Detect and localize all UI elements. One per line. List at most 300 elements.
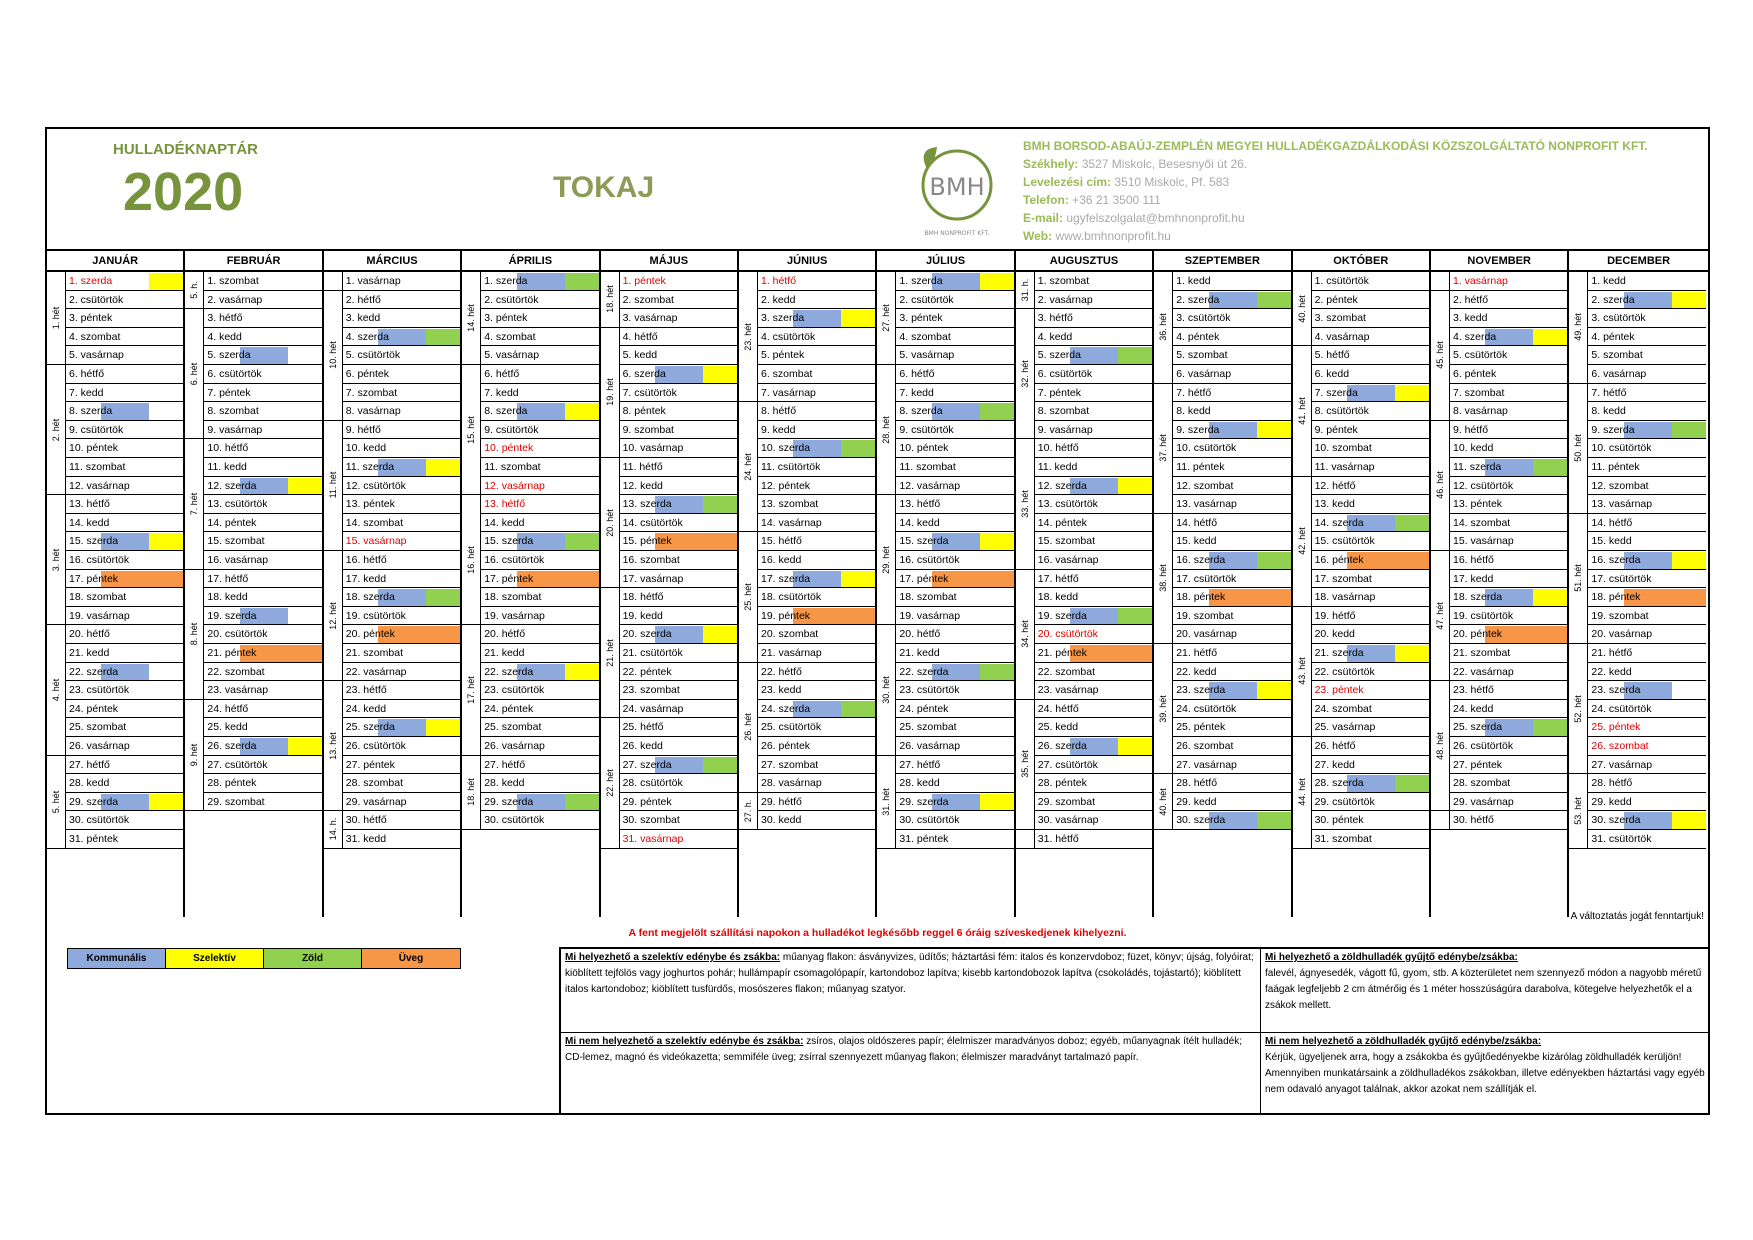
day-label: 13. hétfő [69, 498, 110, 511]
day-cell [66, 588, 183, 607]
day-cell [1035, 700, 1152, 719]
day-cell [758, 346, 875, 365]
day-cell [66, 811, 183, 830]
day-label: 23. csütörtök [69, 684, 130, 697]
day-cell [1450, 328, 1567, 347]
day-label: 10. szerda [761, 442, 811, 455]
day-label: 30. vasárnap [1037, 814, 1099, 827]
day-cell [66, 495, 183, 514]
day-cell [481, 551, 598, 570]
day-cell [1450, 421, 1567, 440]
selective-swatch [426, 459, 460, 476]
month-name: FEBRUÁR [185, 251, 321, 272]
day-label: 25. csütörtök [761, 721, 822, 734]
day-cell [1035, 384, 1152, 403]
day-cell [620, 402, 737, 421]
day-label: 13. péntek [1453, 498, 1503, 511]
day-cell [620, 477, 737, 496]
day-cell [758, 774, 875, 793]
green-swatch [565, 794, 599, 811]
week-number [1016, 830, 1035, 849]
week-number: 10. hét [324, 291, 343, 421]
day-cell [1312, 570, 1429, 589]
day-label: 31. csütörtök [1591, 833, 1652, 845]
day-label: 29. vasárnap [1453, 795, 1514, 808]
day-cell [896, 291, 1013, 310]
day-label: 5. péntek [761, 349, 805, 362]
day-label: 27. péntek [345, 758, 395, 771]
selective-swatch [703, 366, 737, 383]
day-cell [343, 477, 460, 496]
week-number: 38. hét [1154, 514, 1173, 644]
green-swatch [1672, 422, 1706, 439]
day-cell [896, 625, 1013, 644]
day-label: 7. kedd [899, 386, 934, 399]
day-label: 12. vasárnap [69, 479, 130, 492]
day-label: 14. kedd [484, 516, 525, 529]
info-section [559, 947, 1708, 1113]
week-number: 27. hét [877, 272, 896, 365]
day-label: 21. szerda [1314, 647, 1364, 659]
week-number: 28. hét [877, 365, 896, 495]
day-cell [1035, 830, 1152, 849]
day-cell [66, 365, 183, 384]
day-label: 5. szerda [1037, 349, 1081, 362]
day-label: 6. csütörtök [207, 368, 262, 380]
day-cell [1588, 774, 1705, 793]
day-label: 20. csütörtök [207, 628, 268, 641]
day-label: 15. péntek [622, 535, 672, 548]
day-label: 15. szerda [484, 535, 534, 548]
company-name: BMH BORSOD-ABAÚJ-ZEMPLÉN MEGYEI HULLADÉKGAZDÁLKODÁSI KÖZSZOLGÁLTATÓ NONPROFIT KFT. [1023, 139, 1648, 153]
day-label: 18. szombat [484, 591, 542, 604]
day-cell [1450, 514, 1567, 533]
day-label: 3. hétfő [207, 312, 243, 325]
day-cell [758, 402, 875, 421]
day-label: 23. péntek [1314, 684, 1364, 697]
day-label: 24. vasárnap [622, 702, 684, 715]
day-cell [620, 644, 737, 663]
day-label: 3. szombat [1314, 312, 1366, 325]
day-cell [66, 756, 183, 775]
day-cell [1588, 718, 1705, 737]
legend-item: Szelektív [166, 949, 264, 968]
day-cell [66, 681, 183, 700]
day-cell [66, 439, 183, 458]
day-label: 22. szerda [69, 665, 119, 678]
day-label: 15. csütörtök [1314, 535, 1375, 548]
day-cell [758, 570, 875, 589]
day-label: 18. szombat [899, 591, 957, 604]
day-label: 16. hétfő [345, 554, 387, 566]
day-cell [620, 346, 737, 365]
day-cell [481, 793, 598, 812]
day-cell [758, 477, 875, 496]
selective-allowed: Mi helyezhető a szelektív edénybe és zsákba: műanyag flakon: ásványvizes, üdítős; háztartási fém: italos és konzervdoboz; füzet, könyv; újság, folyóirat; kiöblített tejfölös vagy joghurtos pohár; hullámpapír csomagolópapír, kartondoboz lapítva; kisebb kartondobozok lapítva (csokoládés, tojástartó); kiöblített italos kartondoboz; kiöblített tusfürdős, mosószeres flakon; műanyag szatyor. [561, 949, 1261, 1033]
day-label: 14. csütörtök [622, 516, 683, 529]
day-cell [481, 718, 598, 737]
day-cell [66, 384, 183, 403]
day-label: 13. hétfő [899, 498, 941, 511]
day-cell [66, 346, 183, 365]
day-label: 13. péntek [345, 498, 395, 511]
day-label: 3. szerda [761, 312, 805, 325]
selective-not-allowed: Mi nem helyezhető a szelektív edénybe és zsákba: zsíros, olajos oldószeres papír; élelmiszer maradványos doboz; egyéb, műanyagnak ítélt hulladék; CD-lemez, magnó és videókazetta; semmiféle üveg; zsírral szennyezett műanyag flakon; élelmiszer maradványt tartalmazó papír. [561, 1033, 1261, 1115]
day-label: 20. csütörtök [1037, 628, 1098, 641]
day-cell [343, 830, 460, 849]
week-number: 53. hét [1569, 774, 1588, 848]
month-10 [1431, 251, 1569, 917]
day-cell [620, 607, 737, 626]
day-cell [620, 570, 737, 589]
day-label: 22. szerda [899, 665, 949, 678]
day-label: 26. szerda [1037, 740, 1087, 752]
day-cell [1173, 532, 1290, 551]
month-8 [1154, 251, 1292, 917]
day-cell [1312, 663, 1429, 682]
week-number: 23. hét [739, 272, 758, 402]
day-cell [1588, 644, 1705, 663]
day-label: 14. péntek [207, 516, 257, 529]
day-cell [896, 737, 1013, 756]
day-label: 18. szerda [1453, 591, 1503, 604]
day-label: 3. péntek [69, 312, 113, 325]
day-cell [1450, 570, 1567, 589]
day-cell [1450, 774, 1567, 793]
day-cell [620, 458, 737, 477]
day-cell [1588, 681, 1705, 700]
day-label: 12. csütörtök [345, 479, 406, 492]
day-cell [204, 644, 321, 663]
day-cell [1312, 495, 1429, 514]
day-cell [1173, 811, 1290, 830]
day-label: 20. vasárnap [1176, 628, 1237, 641]
day-label: 19. szerda [207, 609, 257, 622]
month-3 [462, 251, 600, 917]
day-label: 17. hétfő [1037, 572, 1079, 585]
day-label: 5. szombat [1176, 349, 1228, 362]
day-label: 9. hétfő [345, 423, 381, 436]
day-cell [896, 477, 1013, 496]
day-cell [1173, 774, 1290, 793]
day-label: 9. szerda [1176, 423, 1220, 436]
day-label: 11. szombat [484, 461, 541, 473]
week-number: 43. hét [1293, 607, 1312, 737]
day-cell [343, 402, 460, 421]
day-label: 20. szombat [761, 628, 819, 641]
green-not-allowed: Mi nem helyezhető a zöldhulladék gyűjtő edénybe/zsákba: Kérjük, ügyeljenek arra, hogy a zsákokba és gyűjtőedényekbe kizárólag zöldhulladék kerüljön! Amennyiben munkatársaink a zöldhulladékos zsákokban, illetve edényekben háztartási vagy egyéb nem odavaló anyagot találnak, akkor azokat nem szállítják el. [1265, 1036, 1705, 1095]
day-cell [1035, 756, 1152, 775]
day-cell [1173, 514, 1290, 533]
day-cell [1450, 644, 1567, 663]
selective-swatch [1672, 812, 1706, 829]
day-label: 21. péntek [207, 647, 257, 659]
day-label: 28. vasárnap [761, 777, 822, 790]
calendar-year: 2020 [123, 162, 244, 222]
day-cell [758, 811, 875, 830]
day-label: 23. csütörtök [484, 684, 545, 697]
day-cell [620, 774, 737, 793]
day-cell [66, 625, 183, 644]
day-label: 15. szombat [207, 535, 265, 548]
legend-item: Zöld [264, 949, 362, 968]
day-cell [620, 737, 737, 756]
day-label: 23. szerda [1176, 684, 1226, 697]
day-cell [343, 365, 460, 384]
green-swatch [703, 496, 737, 513]
day-label: 16. szerda [1591, 554, 1641, 566]
week-number: 27. h. [739, 793, 758, 830]
month-2 [324, 251, 462, 917]
day-cell [343, 309, 460, 328]
day-cell [1035, 811, 1152, 830]
month-6 [877, 251, 1015, 917]
day-label: 9. csütörtök [69, 423, 124, 436]
day-label: 22. szerda [484, 665, 534, 678]
day-cell [66, 532, 183, 551]
day-cell [343, 793, 460, 812]
day-label: 14. péntek [1037, 516, 1087, 529]
day-label: 21. hétfő [1176, 647, 1218, 659]
selective-swatch [149, 533, 183, 550]
day-label: 2. péntek [1314, 293, 1358, 306]
day-cell [758, 718, 875, 737]
day-cell [758, 309, 875, 328]
day-label: 4. vasárnap [1314, 330, 1370, 343]
day-cell [1588, 495, 1705, 514]
day-cell [1312, 830, 1429, 849]
day-cell [204, 588, 321, 607]
day-cell [896, 309, 1013, 328]
day-cell [1035, 272, 1152, 291]
day-label: 18. kedd [1037, 591, 1079, 604]
day-label: 2. hétfő [1453, 293, 1489, 306]
day-cell [481, 458, 598, 477]
day-cell [1450, 681, 1567, 700]
day-cell [758, 272, 875, 291]
day-label: 4. szombat [69, 330, 121, 343]
day-cell [896, 551, 1013, 570]
day-label: 25. hétfő [622, 721, 664, 734]
day-cell [1312, 458, 1429, 477]
day-cell [481, 384, 598, 403]
day-label: 1. szerda [69, 275, 113, 287]
day-cell [481, 625, 598, 644]
day-cell [1173, 495, 1290, 514]
day-cell [481, 737, 598, 756]
day-label: 2. szerda [1176, 293, 1220, 306]
day-cell [66, 737, 183, 756]
day-label: 5. vasárnap [899, 349, 955, 362]
day-label: 23. szombat [622, 684, 680, 697]
day-label: 8. vasárnap [1453, 405, 1508, 418]
day-cell [1312, 644, 1429, 663]
month-name: JÚNIUS [739, 251, 875, 272]
month-5 [739, 251, 877, 917]
day-label: 29. szerda [899, 795, 949, 808]
day-cell [1035, 328, 1152, 347]
day-cell [343, 811, 460, 830]
day-label: 29. vasárnap [345, 795, 407, 808]
selective-swatch [980, 533, 1014, 550]
day-cell [1450, 737, 1567, 756]
green-swatch [1257, 552, 1291, 569]
day-cell [1173, 309, 1290, 328]
day-label: 11. szerda [345, 461, 395, 473]
day-label: 16. péntek [1314, 554, 1364, 566]
day-cell [1588, 439, 1705, 458]
week-number: 14. hét [462, 272, 481, 365]
day-label: 9. hétfő [1453, 423, 1489, 436]
day-label: 23. kedd [761, 684, 802, 697]
day-cell [1588, 737, 1705, 756]
day-label: 3. kedd [1453, 312, 1488, 325]
day-label: 26. vasárnap [484, 740, 545, 752]
day-label: 1. vasárnap [1453, 275, 1508, 287]
day-label: 30. csütörtök [899, 814, 960, 827]
week-number: 21. hét [601, 588, 620, 718]
day-cell [204, 421, 321, 440]
green-swatch [980, 664, 1014, 681]
day-cell [1450, 384, 1567, 403]
day-cell [620, 793, 737, 812]
day-label: 19. szombat [1591, 609, 1649, 622]
day-label: 16. kedd [761, 554, 802, 566]
day-label: 30. kedd [761, 814, 802, 827]
day-label: 27. hétfő [484, 758, 526, 771]
day-cell [1173, 551, 1290, 570]
day-cell [343, 458, 460, 477]
week-number: 30. hét [877, 625, 896, 755]
green-swatch [980, 403, 1014, 420]
day-label: 30. szerda [1176, 814, 1226, 827]
day-label: 12. vasárnap [899, 479, 961, 492]
day-label: 29. szombat [1037, 795, 1095, 808]
day-cell [896, 365, 1013, 384]
day-label: 23. csütörtök [899, 684, 960, 697]
day-cell [1588, 570, 1705, 589]
day-cell [204, 756, 321, 775]
day-label: 10. szombat [1314, 442, 1372, 455]
day-cell [1035, 402, 1152, 421]
day-cell [896, 644, 1013, 663]
day-label: 17. szombat [1314, 572, 1372, 585]
day-cell [66, 718, 183, 737]
svg-text:BMH: BMH [929, 173, 985, 201]
day-cell [1588, 663, 1705, 682]
day-label: 22. szombat [1037, 665, 1095, 678]
day-cell [1588, 477, 1705, 496]
day-label: 31. péntek [69, 833, 119, 845]
day-label: 3. vasárnap [622, 312, 678, 325]
selective-swatch [565, 403, 599, 420]
week-number: 3. hét [47, 495, 66, 625]
day-label: 21. hétfő [1591, 647, 1633, 659]
day-label: 3. péntek [484, 312, 528, 325]
day-label: 16. csütörtök [899, 554, 960, 566]
day-cell [343, 346, 460, 365]
day-cell [1035, 774, 1152, 793]
day-cell [204, 328, 321, 347]
selective-swatch [1118, 478, 1152, 495]
day-cell [1173, 291, 1290, 310]
day-cell [1173, 644, 1290, 663]
day-label: 10. kedd [345, 442, 387, 455]
day-label: 18. péntek [1176, 591, 1226, 604]
day-label: 29. szerda [484, 795, 534, 808]
day-label: 17. csütörtök [1176, 572, 1237, 585]
day-label: 13. kedd [1314, 498, 1355, 511]
day-cell [1312, 421, 1429, 440]
day-cell [204, 272, 321, 291]
selective-swatch [565, 664, 599, 681]
day-label: 12. vasárnap [484, 479, 545, 492]
day-cell [896, 384, 1013, 403]
week-number: 51. hét [1569, 514, 1588, 644]
day-cell [758, 737, 875, 756]
day-cell [896, 700, 1013, 719]
green-swatch [426, 589, 460, 606]
day-label: 28. kedd [899, 777, 940, 790]
green-swatch [1118, 608, 1152, 625]
week-number: 33. hét [1016, 439, 1035, 569]
day-label: 9. szerda [1591, 423, 1635, 436]
day-label: 17. kedd [345, 572, 387, 585]
day-cell [343, 663, 460, 682]
day-label: 10. péntek [69, 442, 119, 455]
day-cell [1312, 756, 1429, 775]
selective-swatch [1672, 552, 1706, 569]
day-label: 26. hétfő [1314, 740, 1356, 752]
day-label: 30. szerda [1591, 814, 1641, 827]
day-cell [1035, 439, 1152, 458]
day-cell [1312, 477, 1429, 496]
day-label: 4. szerda [345, 330, 389, 343]
day-label: 21. péntek [1037, 647, 1087, 659]
day-label: 27. hétfő [69, 758, 110, 771]
calendar-grid [47, 251, 1708, 917]
day-cell [896, 830, 1013, 849]
day-label: 14. szerda [1314, 516, 1364, 529]
day-cell [1450, 309, 1567, 328]
day-label: 8. kedd [1176, 405, 1211, 418]
day-label: 14. kedd [899, 516, 940, 529]
selective-swatch [1533, 329, 1567, 346]
day-cell [66, 402, 183, 421]
day-label: 26. péntek [761, 740, 811, 752]
day-label: 27. vasárnap [1591, 758, 1653, 771]
day-label: 10. csütörtök [1591, 442, 1652, 455]
day-label: 22. vasárnap [1453, 665, 1514, 678]
week-number: 31. h. [1016, 272, 1035, 309]
day-label: 22. szombat [207, 665, 265, 678]
day-cell [896, 421, 1013, 440]
day-label: 3. péntek [899, 312, 943, 325]
day-cell [896, 458, 1013, 477]
day-cell [620, 830, 737, 849]
day-cell [204, 384, 321, 403]
day-label: 15. hétfő [761, 535, 802, 548]
week-number: 14. h. [324, 811, 343, 848]
selective-swatch [1118, 738, 1152, 755]
day-cell [758, 681, 875, 700]
day-cell [620, 718, 737, 737]
green-swatch [565, 273, 599, 290]
day-label: 28. hétfő [1176, 777, 1218, 790]
day-cell [343, 551, 460, 570]
day-label: 22. péntek [622, 665, 672, 678]
day-label: 26. vasárnap [69, 740, 130, 752]
